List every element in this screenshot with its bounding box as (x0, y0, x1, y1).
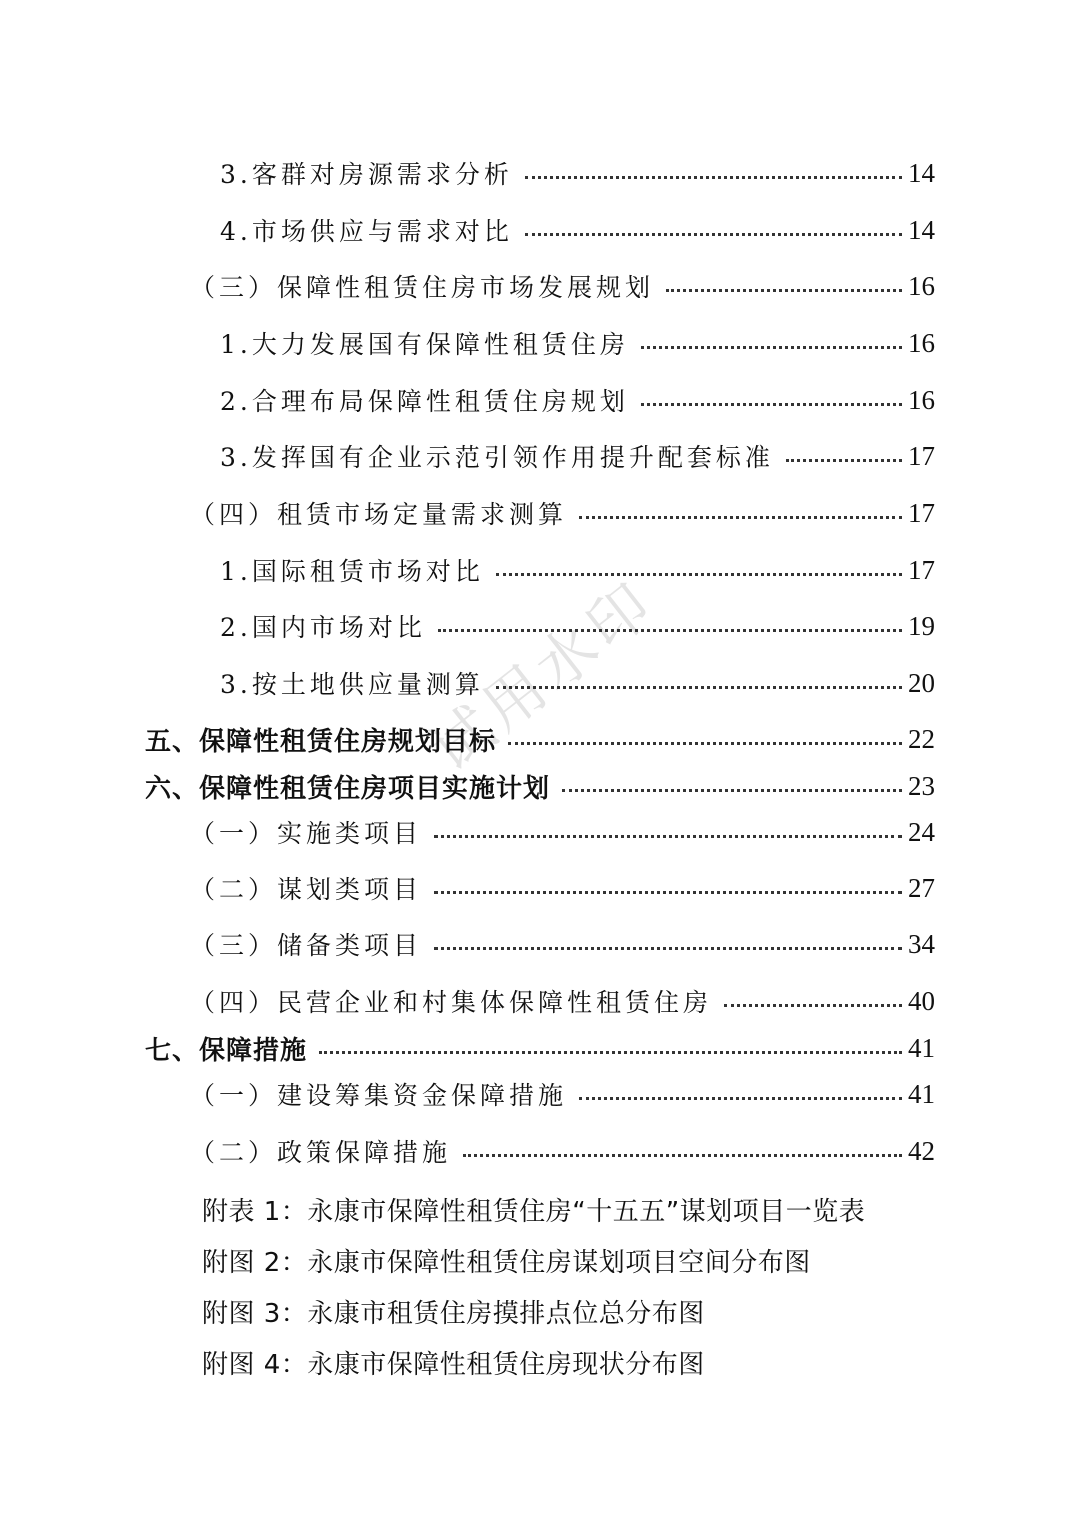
toc-leader-dots (562, 789, 902, 792)
toc-entry-title: （四）民营企业和村集体保障性租赁住房 (190, 988, 713, 1017)
toc-leader-dots (666, 289, 902, 292)
toc-leader-dots (438, 629, 902, 632)
toc-leader-dots (786, 459, 902, 462)
toc-entry-page: 14 (908, 214, 935, 245)
toc-entry-page: 41 (908, 1032, 935, 1063)
toc-entry-page: 17 (908, 440, 935, 471)
toc-entry[interactable] (220, 323, 935, 363)
toc-entry[interactable] (190, 924, 935, 964)
toc-entry[interactable] (190, 266, 935, 306)
toc-entry[interactable] (190, 1074, 935, 1114)
toc-entry[interactable] (220, 606, 935, 646)
toc-entry[interactable] (190, 981, 935, 1021)
toc-entry-page: 23 (908, 770, 935, 801)
toc-entry-title: 1.大力发展国有保障性租赁住房 (220, 330, 629, 359)
toc-entry-page: 40 (908, 985, 935, 1016)
toc-entry[interactable] (220, 153, 935, 193)
toc-entry-title: （四）租赁市场定量需求测算 (190, 500, 568, 529)
toc-entry-title: 3.按土地供应量测算 (220, 670, 484, 699)
toc-entry-page: 17 (908, 497, 935, 528)
toc-leader-dots (724, 1004, 902, 1007)
toc-entry-page: 34 (908, 928, 935, 959)
toc-entry-title: （三）储备类项目 (190, 931, 423, 960)
toc-entry-title: 2.国内市场对比 (220, 613, 426, 642)
toc-entry[interactable] (220, 210, 935, 250)
toc-entry-title: 五、保障性租赁住房规划目标 (145, 726, 497, 757)
toc-leader-dots (463, 1154, 902, 1157)
toc-leader-dots (525, 176, 902, 179)
toc-entry-title: 2.合理布局保障性租赁住房规划 (220, 387, 629, 416)
toc-entry[interactable] (220, 380, 935, 420)
toc-entry[interactable] (220, 550, 935, 590)
toc-leader-dots (579, 516, 902, 519)
toc-entry-title: 3.客群对房源需求分析 (220, 160, 513, 189)
toc-entry-page: 19 (908, 610, 935, 641)
toc-entry-title: 1.国际租赁市场对比 (220, 557, 484, 586)
toc-entry[interactable] (190, 868, 935, 908)
toc-entry-page: 27 (908, 872, 935, 903)
toc-entry[interactable] (145, 766, 935, 806)
toc-entry-page: 16 (908, 327, 935, 358)
toc-entry[interactable] (220, 663, 935, 703)
toc-entry-page: 22 (908, 723, 935, 754)
toc-leader-dots (641, 403, 902, 406)
toc-entry[interactable] (190, 493, 935, 533)
toc-leader-dots (319, 1051, 902, 1054)
toc-leader-dots (434, 947, 902, 950)
toc-leader-dots (434, 891, 902, 894)
toc-entry[interactable] (190, 1131, 935, 1171)
toc-leader-dots (434, 835, 902, 838)
toc-entry-page: 16 (908, 270, 935, 301)
toc-leader-dots (496, 686, 902, 689)
toc-leader-dots (508, 742, 902, 745)
appendix-entry[interactable]: 附图 3：永康市租赁住房摸排点位总分布图 (202, 1298, 705, 1329)
toc-entry[interactable] (145, 1028, 935, 1068)
toc-entry-page: 42 (908, 1135, 935, 1166)
toc-entry-page: 16 (908, 384, 935, 415)
toc-leader-dots (579, 1097, 902, 1100)
toc-entry[interactable] (220, 436, 935, 476)
toc-entry[interactable] (190, 812, 935, 852)
toc-entry-title: 六、保障性租赁住房项目实施计划 (145, 773, 551, 804)
toc-leader-dots (525, 233, 902, 236)
toc-entry-page: 14 (908, 157, 935, 188)
toc-entry-title: 3.发挥国有企业示范引领作用提升配套标准 (220, 443, 774, 472)
toc-leader-dots (641, 346, 902, 349)
appendix-entry[interactable]: 附表 1：永康市保障性租赁住房“十五五”谋划项目一览表 (202, 1196, 866, 1227)
toc-entry-title: 4.市场供应与需求对比 (220, 217, 513, 246)
toc-entry-title: （三）保障性租赁住房市场发展规划 (190, 273, 655, 302)
watermark: 试用水印 (418, 567, 670, 786)
toc-entry-title: （二）谋划类项目 (190, 875, 423, 904)
toc-entry-page: 17 (908, 554, 935, 585)
toc-leader-dots (496, 573, 902, 576)
toc-entry-page: 20 (908, 667, 935, 698)
toc-entry-title: 七、保障措施 (145, 1035, 308, 1066)
toc-entry-title: （二）政策保障措施 (190, 1138, 452, 1167)
toc-entry-title: （一）实施类项目 (190, 819, 423, 848)
toc-entry-title: （一）建设筹集资金保障措施 (190, 1081, 568, 1110)
appendix-entry[interactable]: 附图 4：永康市保障性租赁住房现状分布图 (202, 1349, 705, 1380)
toc-entry[interactable] (145, 719, 935, 759)
toc-entry-page: 41 (908, 1078, 935, 1109)
appendix-entry[interactable]: 附图 2：永康市保障性租赁住房谋划项目空间分布图 (202, 1247, 811, 1278)
toc-entry-page: 24 (908, 816, 935, 847)
